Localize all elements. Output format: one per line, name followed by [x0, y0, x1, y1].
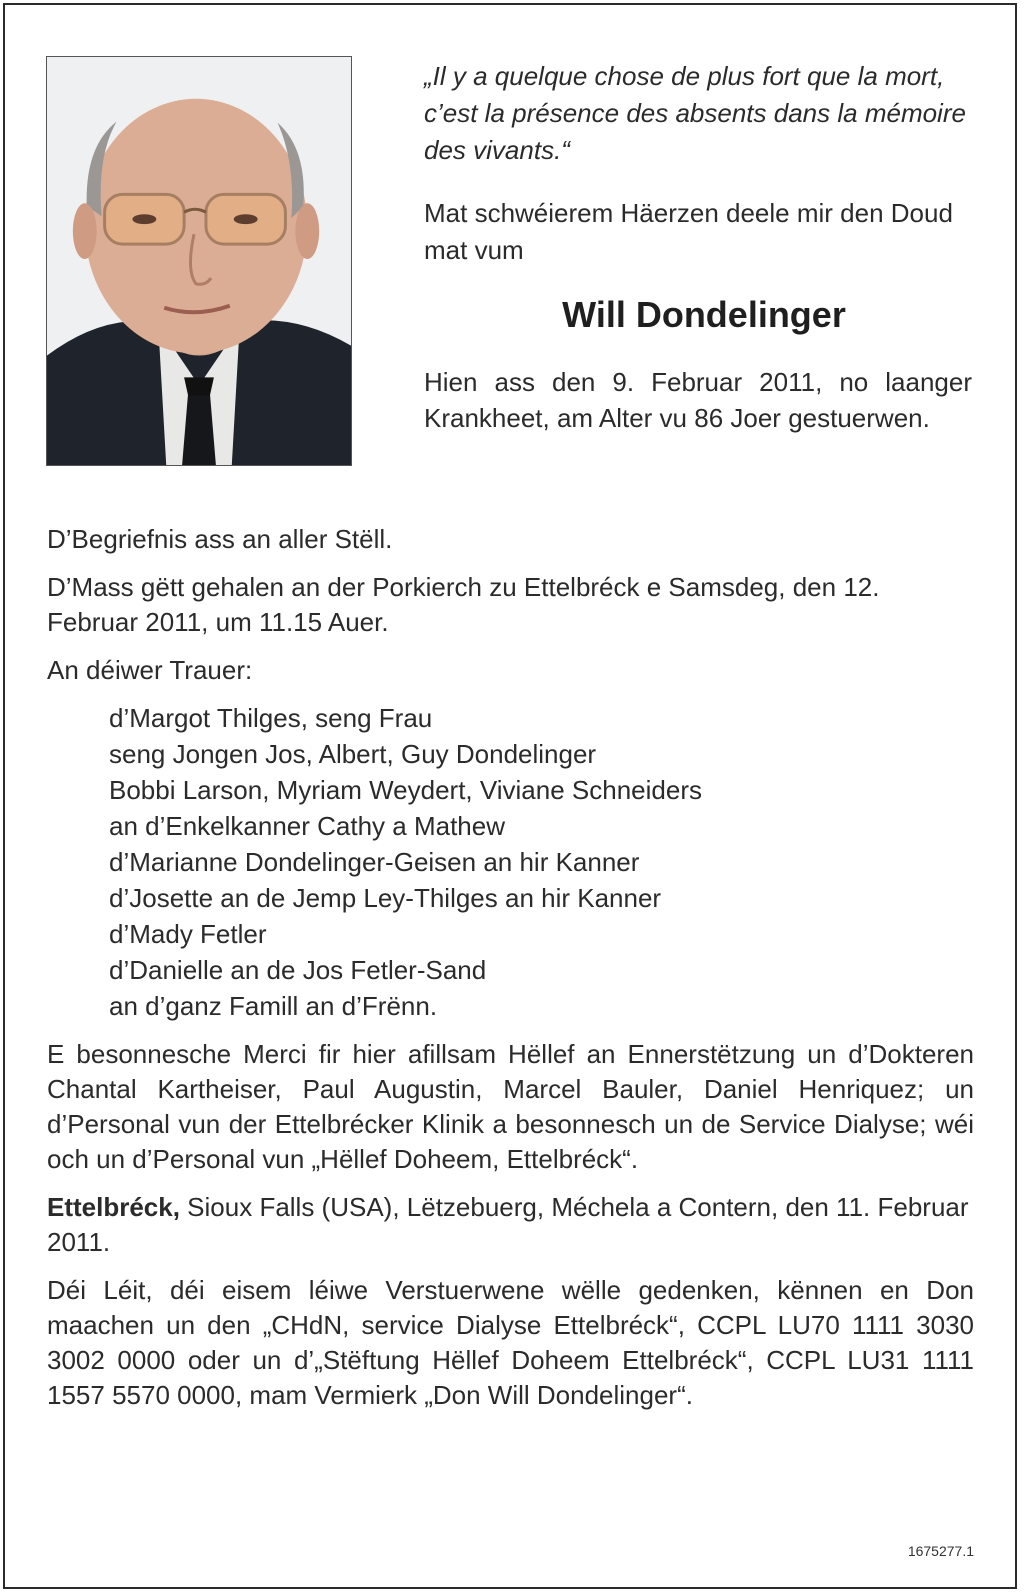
list-item: d’Danielle an de Jos Fetler-Sand	[109, 955, 487, 985]
obituary-body	[47, 522, 974, 1413]
list-item: an d’Enkelkanner Cathy a Mathew	[109, 811, 506, 841]
donation-paragraph: Déi Léit, déi eisem léiwe Verstuerwene wëlle gedenken, kënnen en Don maachen un den „CHdN, service Dialyse Ettelbréck“, CCPL LU70 1111 3030 3002 0000 oder un d’„Stëftung Hëllef Doheem Ettelbréck“, CCPL LU31 1111 1557 5570 0000, mam Vermierk „Don Will Dondelinger“.	[47, 1275, 974, 1410]
list-item: d’Marianne Dondelinger-Geisen an hir Kanner	[109, 847, 640, 877]
list-item: an d’ganz Famill an d’Frënn.	[109, 991, 438, 1021]
place-bold: Ettelbréck,	[47, 1192, 180, 1222]
reference-number: 1675277.1	[907, 1543, 974, 1559]
place-date-line	[47, 1190, 974, 1260]
mourning-heading: An déiwer Trauer:	[47, 655, 253, 685]
deceased-name: Will Dondelinger	[562, 294, 846, 335]
mourners-list	[109, 700, 974, 1024]
list-item: d’Mady Fetler	[109, 919, 267, 949]
portrait-photo	[46, 56, 352, 466]
death-notice: Hien ass den 9. Februar 2011, no laanger Krankheet, am Alter vu 86 Joer gestuerwen.	[424, 367, 972, 433]
list-item: Bobbi Larson, Myriam Weydert, Viviane Schneiders	[109, 775, 702, 805]
place-rest: Sioux Falls (USA), Lëtzebuerg, Méchela a Contern, den 11. Februar 2011.	[47, 1192, 969, 1257]
list-item: d’Margot Thilges, seng Frau	[109, 703, 433, 733]
mass-notice: D’Mass gëtt gehalen an der Porkierch zu Ettelbréck e Samsdeg, den 12. Februar 2011, um 11.15 Auer.	[47, 572, 880, 637]
burial-notice: D’Begriefnis ass an aller Stëll.	[47, 524, 393, 554]
list-item: d’Josette an de Jemp Ley-Thilges an hir Kanner	[109, 883, 662, 913]
announcement-intro: Mat schwéierem Häerzen deele mir den Doud mat vum	[424, 198, 953, 265]
list-item: seng Jongen Jos, Albert, Guy Dondelinger	[109, 739, 597, 769]
thanks-paragraph: E besonnesche Merci fir hier afillsam Hëllef an Ennerstëtzung un d’Dokteren Chantal Kartheiser, Paul Augustin, Marcel Bauler, Daniel Henriquez; un d’Personal vun der Ettelbrécker Klinik a besonnesch un de Service Dialyse; wéi och un d’Personal vun „Hëllef Doheem, Ettelbréck“.	[47, 1039, 974, 1174]
epigraph-quote: „Il y a quelque chose de plus fort que la mort, c’est la présence des absents dans la mémoire des vivants.“	[424, 61, 966, 165]
